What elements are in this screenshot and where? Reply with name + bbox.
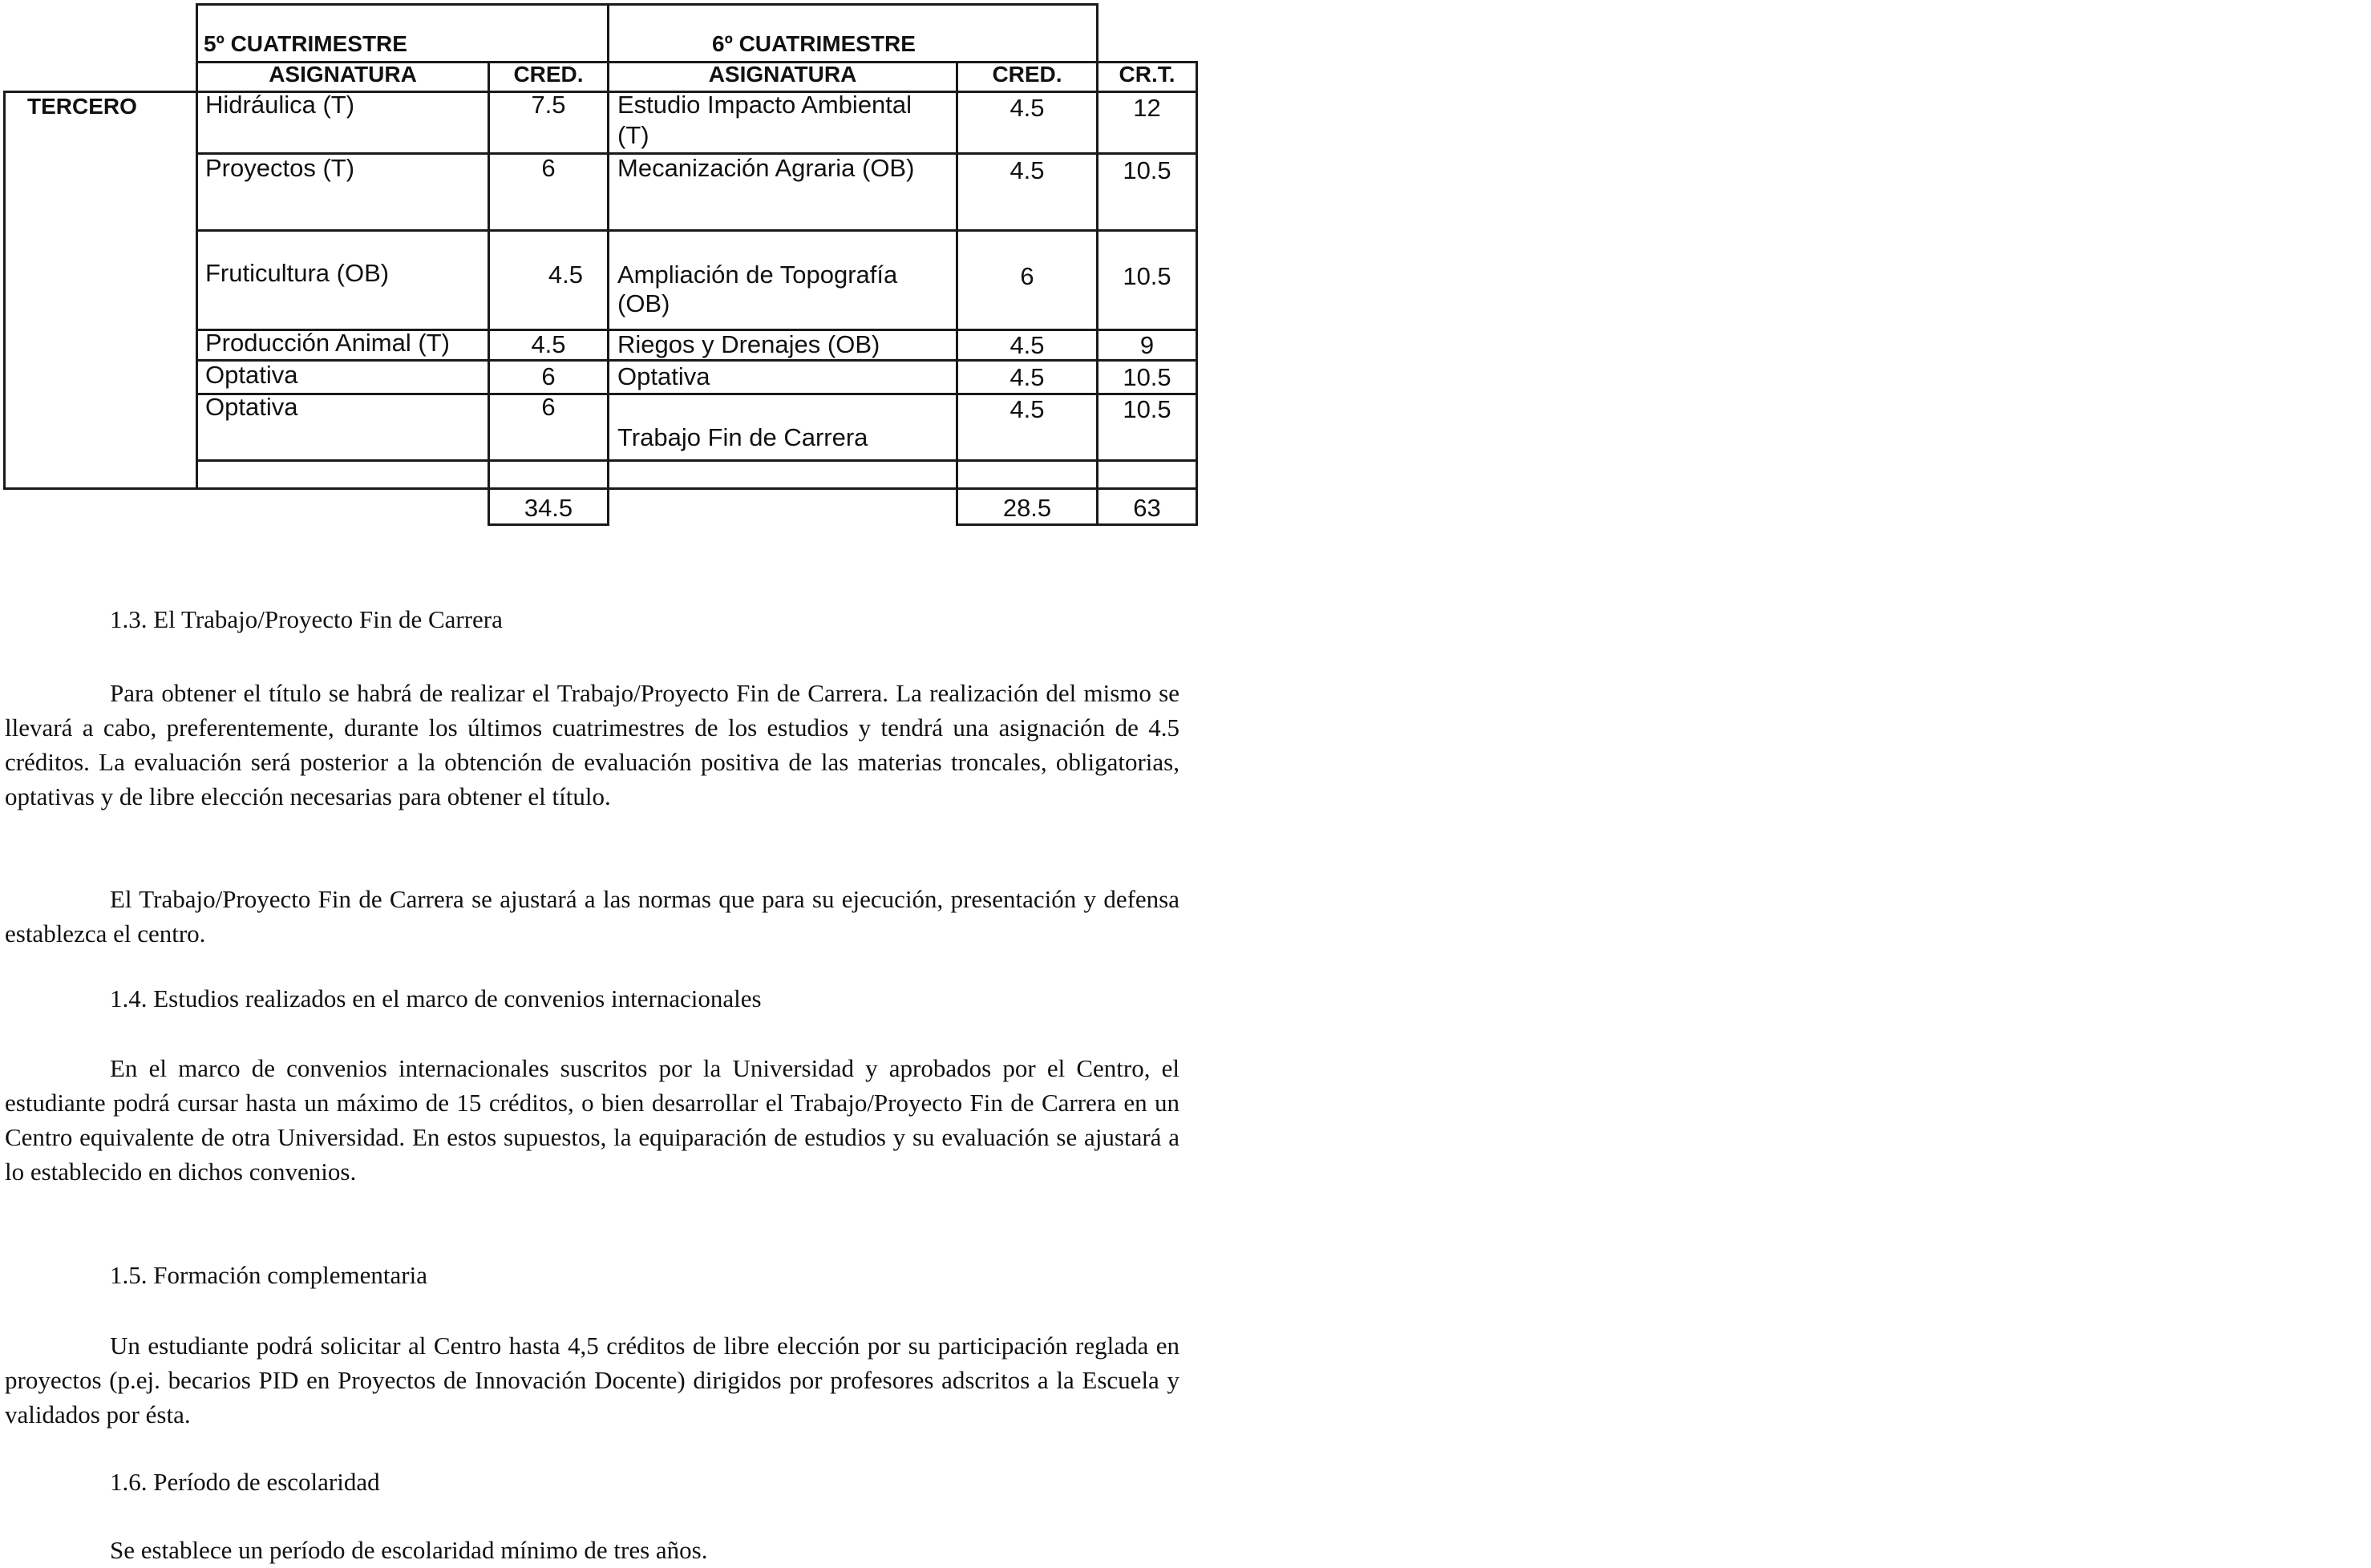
subject-sem5: Hidráulica (T) xyxy=(205,91,355,119)
subject-sem6-cont: (T) xyxy=(617,121,649,149)
credits-total: 10.5 xyxy=(1123,363,1171,391)
credits-total: 10.5 xyxy=(1123,156,1171,184)
credits-sem6: 4.5 xyxy=(1009,331,1045,359)
total-credits-all: 63 xyxy=(1133,494,1161,522)
paragraph: Para obtener el título se habrá de realizar el Trabajo/Proyecto Fin de Carrera. La realización del mismo se llevará a cabo, preferentemente, durante los últimos cuatrimestres de los estudios y tendrá una asignación de 4.5 créditos. La evaluación será posterior a la obtención de evaluación positiva de las materias troncales, obligatorias, optativas y de libre elección necesarias para obtener el título. xyxy=(5,679,1179,810)
total-credits-sem5: 34.5 xyxy=(524,494,573,522)
section-heading: 1.3. El Trabajo/Proyecto Fin de Carrera xyxy=(110,605,503,633)
credits-total: 9 xyxy=(1139,331,1155,359)
col-header-asignatura-6: ASIGNATURA xyxy=(708,62,857,87)
credits-sem5: 4.5 xyxy=(548,261,583,289)
subject-sem6: Riegos y Drenajes (OB) xyxy=(617,330,880,358)
credits-total: 10.5 xyxy=(1123,395,1171,423)
subject-sem6: Ampliación de Topografía xyxy=(617,261,898,289)
credits-sem6: 4.5 xyxy=(1009,363,1045,391)
subject-sem6: Trabajo Fin de Carrera xyxy=(617,423,868,451)
col-header-cred-total: CR.T. xyxy=(1119,62,1175,87)
col-header-cred-6: CRED. xyxy=(992,62,1062,87)
credits-total: 10.5 xyxy=(1123,262,1171,290)
credits-sem5: 6 xyxy=(541,393,556,421)
subject-sem5: Proyectos (T) xyxy=(205,154,355,182)
credits-sem6: 6 xyxy=(1020,262,1034,290)
section-heading: 1.6. Período de escolaridad xyxy=(110,1468,380,1496)
paragraph: Se establece un período de escolaridad mínimo de tres años. xyxy=(110,1536,708,1564)
credits-sem5: 6 xyxy=(541,362,556,390)
subject-sem5: Fruticultura (OB) xyxy=(205,259,390,287)
credits-total: 12 xyxy=(1133,94,1161,122)
semester-5-title: 5º CUATRIMESTRE xyxy=(204,31,407,56)
credits-sem6: 4.5 xyxy=(1009,94,1045,122)
credits-sem5: 4.5 xyxy=(531,330,566,358)
section-heading: 1.4. Estudios realizados en el marco de convenios internacionales xyxy=(110,984,762,1012)
paragraph: Un estudiante podrá solicitar al Centro hasta 4,5 créditos de libre elección por su participación reglada en proyectos (p.ej. becarios PID en Proyectos de Innovación Docente) dirigidos por profesores adscritos a la Escuela y validados por ésta. xyxy=(5,1332,1179,1429)
paragraph: En el marco de convenios internacionales suscritos por la Universidad y aprobados por el Centro, el estudiante podrá cursar hasta un máximo de 15 créditos, o bien desarrollar el Trabajo/Proyecto Fin de Carrera en un Centro equivalente de otra Universidad. En estos supuestos, la equiparación de estudios y su evaluación se ajustará a lo establecido en dichos convenios. xyxy=(5,1054,1179,1186)
total-credits-sem6: 28.5 xyxy=(1002,494,1052,522)
col-header-asignatura-5: ASIGNATURA xyxy=(269,62,417,87)
year-label: TERCERO xyxy=(27,94,137,119)
credits-sem5: 7.5 xyxy=(531,91,566,119)
semester-6-title: 6º CUATRIMESTRE xyxy=(712,31,916,56)
credits-sem6: 4.5 xyxy=(1009,395,1045,423)
subject-sem6: Estudio Impacto Ambiental xyxy=(617,91,912,119)
subject-sem5: Optativa xyxy=(205,361,298,389)
col-header-cred-5: CRED. xyxy=(513,62,584,87)
subject-sem6: Mecanización Agraria (OB) xyxy=(617,154,915,182)
credits-sem5: 6 xyxy=(541,154,556,182)
subject-sem5: Optativa xyxy=(205,393,298,421)
section-heading: 1.5. Formación complementaria xyxy=(110,1261,427,1289)
subject-sem6: Optativa xyxy=(617,362,710,390)
subject-sem5: Producción Animal (T) xyxy=(205,329,450,357)
paragraph: El Trabajo/Proyecto Fin de Carrera se ajustará a las normas que para su ejecución, presentación y defensa establezca el centro. xyxy=(5,885,1179,948)
credits-sem6: 4.5 xyxy=(1009,156,1045,184)
subject-sem6-cont: (OB) xyxy=(617,289,670,317)
